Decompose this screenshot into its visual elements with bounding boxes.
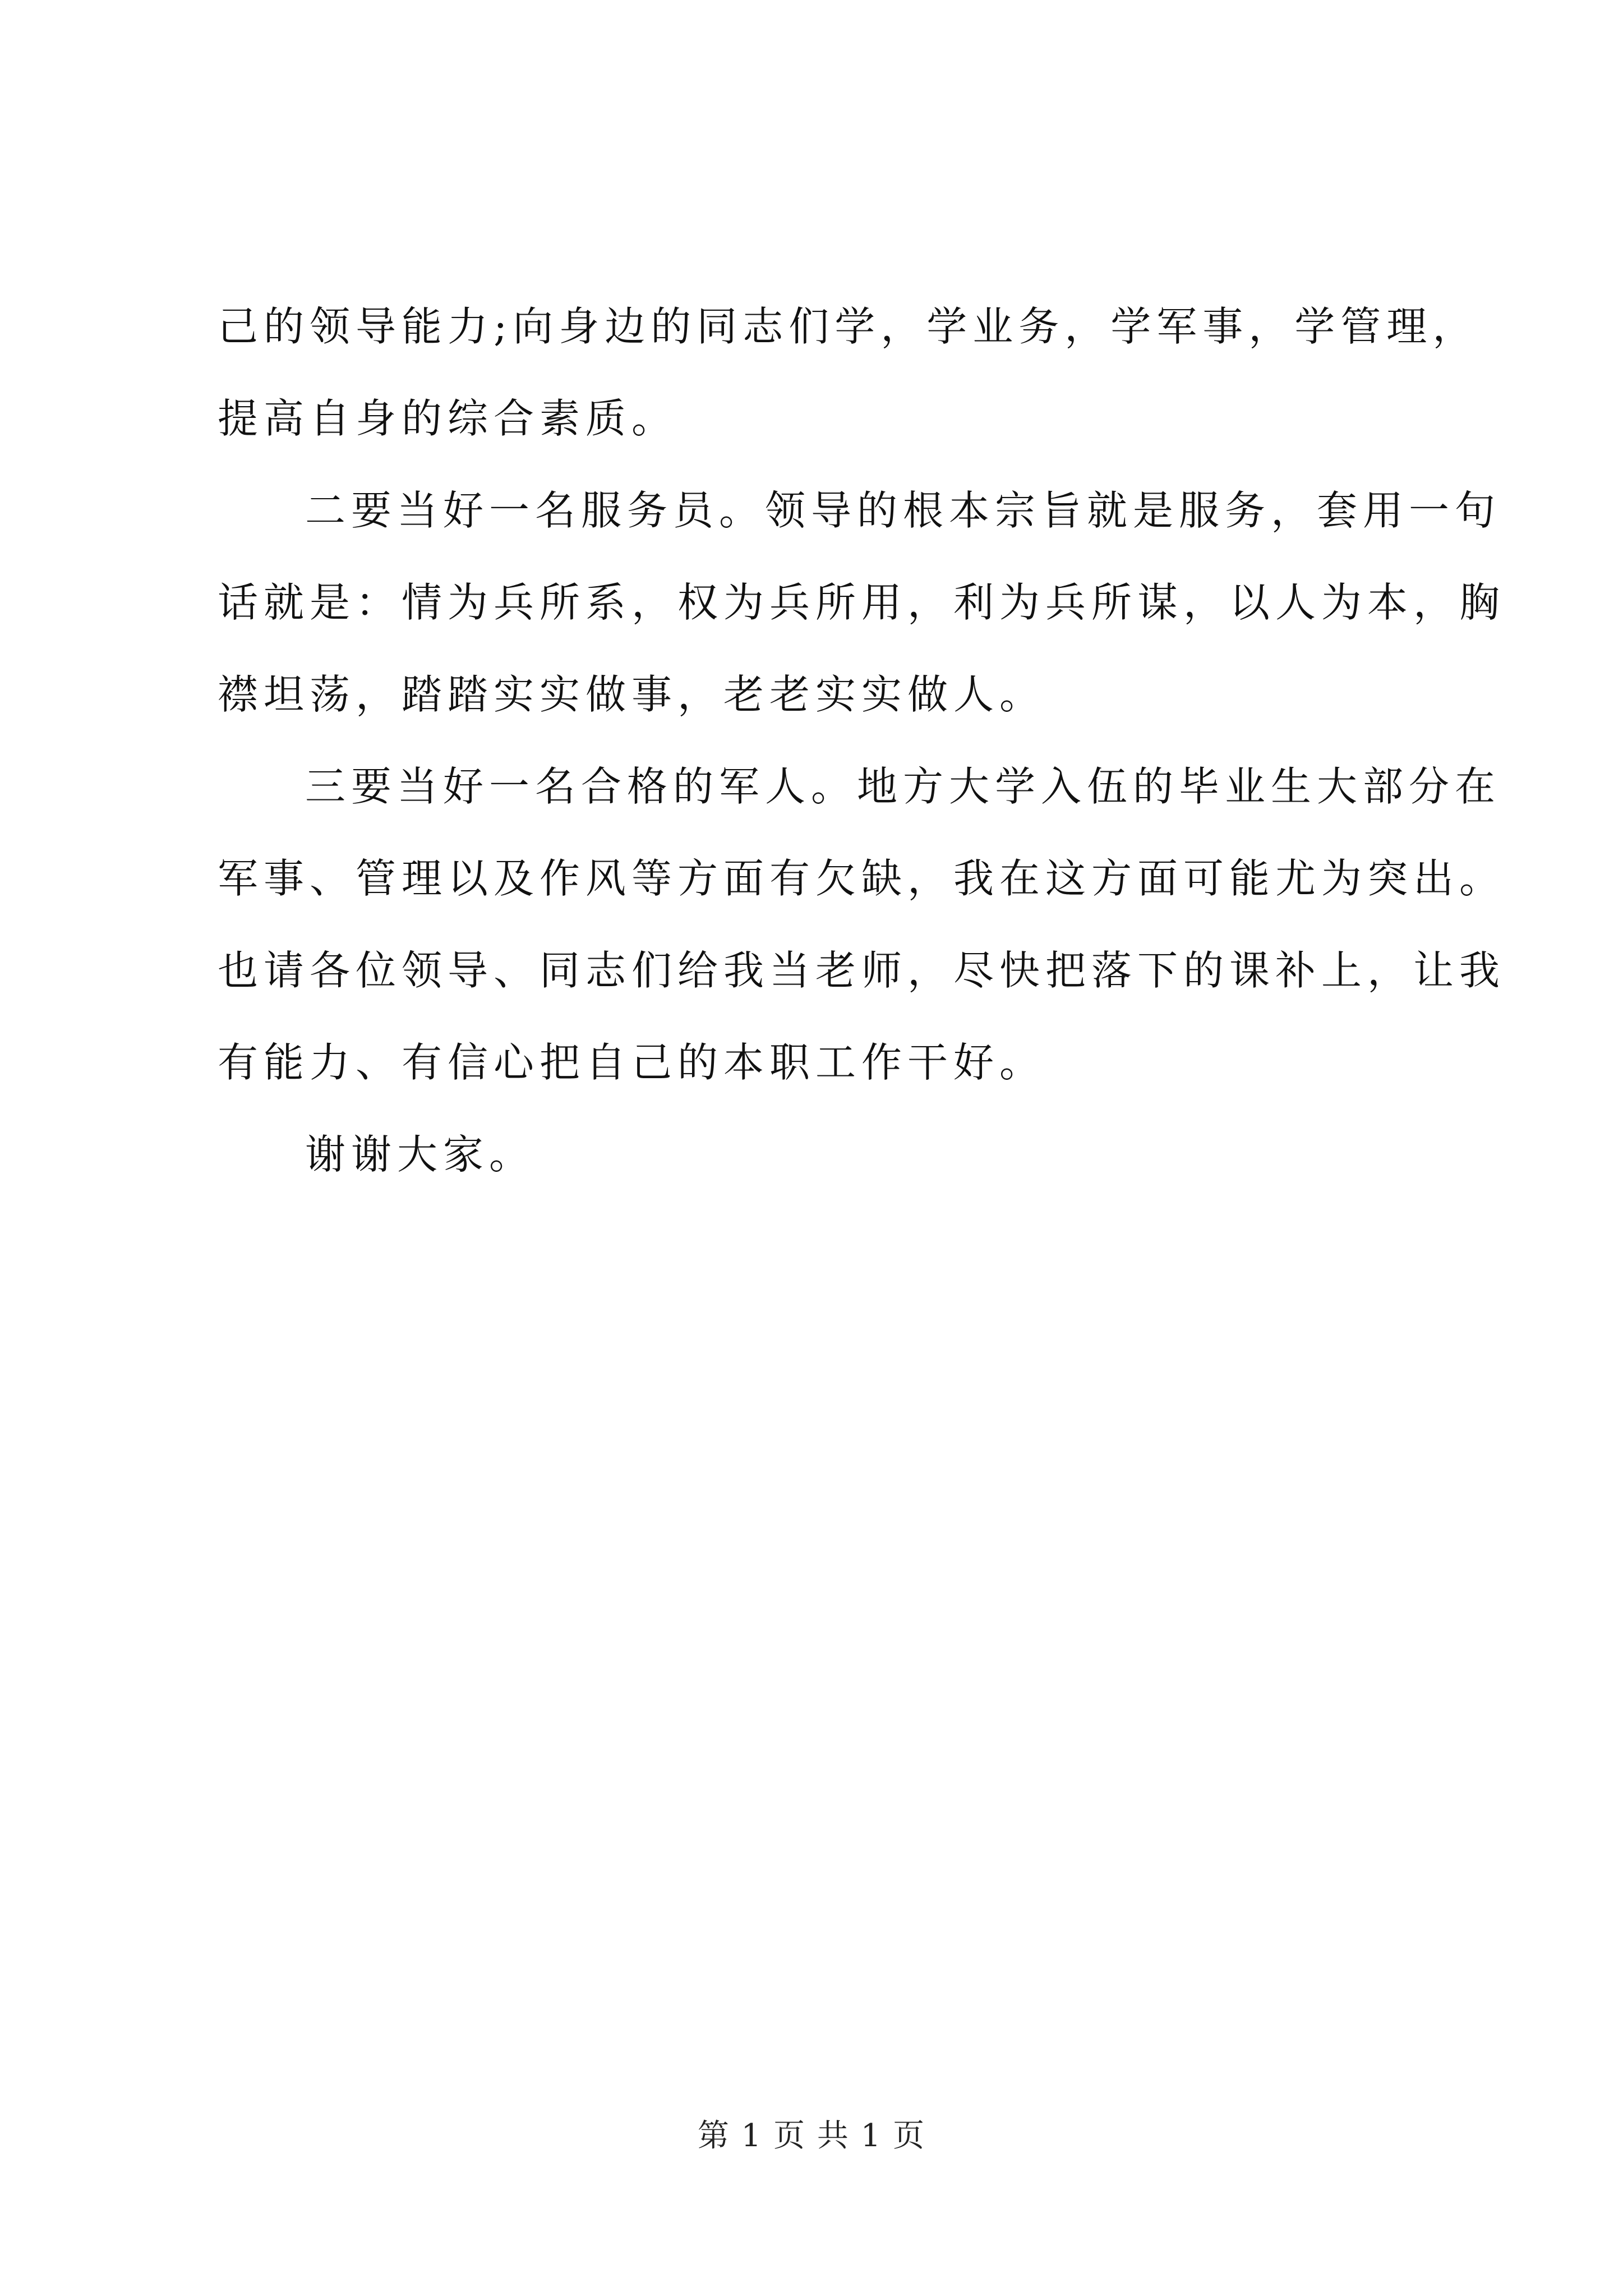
paragraph-first-line: 二要当好一名服务员。领导的根本宗旨就是服务，套用一句	[305, 487, 1501, 534]
text-line: 也请各位领导、同志们给我当老师，尽快把落下的课补上，让我	[218, 947, 1506, 994]
document-body	[218, 297, 1506, 1217]
text-line: 提高自身的综合素质。	[218, 395, 678, 442]
text-line: 襟坦荡，踏踏实实做事，老老实实做人。	[218, 671, 1046, 718]
text-line: 军事、管理以及作风等方面有欠缺，我在这方面可能尤为突出。	[218, 855, 1506, 902]
paragraph-first-line: 三要当好一名合格的军人。地方大学入伍的毕业生大部分在	[305, 763, 1501, 810]
text-line: 有能力、有信心把自己的本职工作干好。	[218, 1039, 1046, 1086]
closing-line: 谢谢大家。	[305, 1131, 536, 1178]
text-line: 己的领导能力;向身边的同志们学，学业务，学军事，学管理，	[218, 303, 1479, 350]
page-number-footer: 第 1 页 共 1 页	[697, 2118, 926, 2154]
text-line: 话就是：情为兵所系，权为兵所用，利为兵所谋，以人为本，胸	[218, 579, 1506, 626]
